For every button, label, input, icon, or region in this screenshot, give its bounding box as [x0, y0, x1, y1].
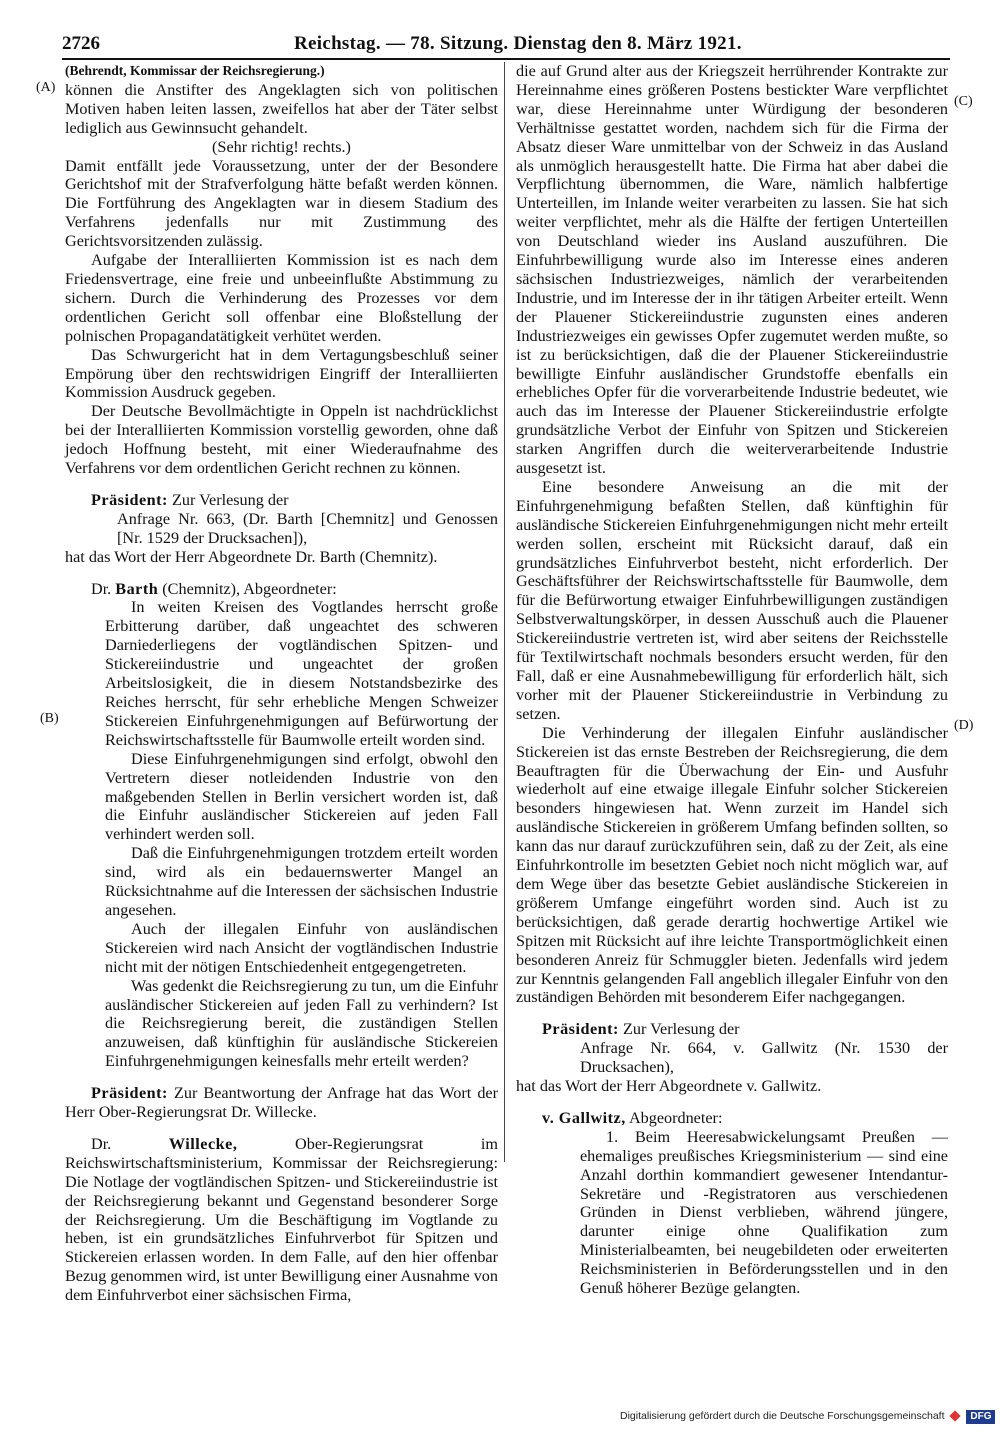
- interjection: (Sehr richtig! rechts.): [212, 137, 351, 156]
- page-header: [62, 33, 950, 59]
- paragraph: hat das Wort der Herr Abgeordnete v. Gallwitz.: [516, 1077, 822, 1096]
- speaker-name: Barth: [115, 579, 159, 598]
- paragraph: Diese Einfuhrgenehmigungen sind erfolgt, obwohl den Vertretern dieser notleidenden Industrie von den maßgebenden Stellen in Berlin versichert worden ist, daß die Einfuhr ausländischer Stickereien auf jeden Fall verhindert werden soll.: [105, 749, 498, 844]
- speaker-text: Zur Beantwortung der Anfrage hat das Wort der Herr Ober-Regierungsrat Dr. Willecke.: [65, 1084, 498, 1122]
- inquiry-reference: Anfrage Nr. 664, v. Gallwitz (Nr. 1530 der Drucksachen),: [580, 1039, 948, 1077]
- paragraph: hat das Wort der Herr Abgeordnete Dr. Barth (Chemnitz).: [65, 547, 438, 566]
- margin-mark-a: (A): [36, 80, 56, 95]
- president-intro: [516, 1020, 948, 1039]
- paragraph: Damit entfällt jede Voraussetzung, unter der der Besondere Gerichtshof mit der Strafverfolgung hätte befaßt werden können. Die Fortführung des Angeklagten war in diesem Stadium des Verfahrens jedenfalls nur mit Zustimmung des Gerichtsvorsitzenden zulässig.: [65, 156, 498, 251]
- speaker-title: Dr.: [91, 579, 112, 598]
- speaker-answer: [65, 1135, 498, 1305]
- speaker-text: Ober-Regierungsrat im Reichswirtschaftsministerium, Kommissar der Reichsregierung: Die Notlage der vogtländischen Spitzen- und Stickereiindustrie ist der Reichsregierung bekannt und Gegenstand besonderer Sorge der Reichsregierung. Um die Beschäftigung im Vogtlande zu heben, ist ein grundsätzliches Einfuhrverbot für Spitzen und Stickereien erlassen worden. In dem Falle, auf den hier offenbar Bezug genommen wird, ist unter Bewilligung einer Ausnahme von dem Einfuhrverbot einer sächsischen Firma,: [65, 1134, 499, 1305]
- speaker-role: Abgeordneter:: [628, 1108, 723, 1127]
- president-intro: [65, 491, 498, 510]
- digitization-credit: [620, 1410, 992, 1428]
- header-rule: [62, 58, 950, 60]
- paragraph: Eine besondere Anweisung an die mit der Einfuhrgenehmigung befaßten Stellen, daß künftighin für ausländische Stickereien Einfuhrgenehmigungen nicht mehr erteilt werden sollen, erscheint mit Rücksicht darauf, daß ein grundsätzliches Einfuhrverbot besteht, nicht erforderlich. Der Geschäftsführer der Reichswirtschaftsstelle für Baumwolle, dem für die Befürwortung etwaiger Einfuhrbewilligungen zuständigen Selbstverwaltungskörper, in dessen Ausschuß auch die Plauener Stickereiindustrie vertreten ist, wird aber seitens der Reichsstelle für Textilwirtschaft nochmals besonders ersucht werden, für den Fall, daß er eine Ausnahmebewilligung für erforderlich hält, sich vorher mit der Plauener Stickereiindustrie in Verbindung zu setzen.: [516, 477, 948, 723]
- credit-text: Digitalisierung gefördert durch die Deutsche Forschungsgemeinschaft: [620, 1410, 945, 1422]
- page-number: 2726: [62, 33, 100, 54]
- column-divider: [504, 62, 505, 1162]
- dfg-diamond-icon: [950, 1411, 961, 1422]
- speaker-name: Willecke,: [168, 1134, 238, 1153]
- paragraph: Was gedenkt die Reichsregierung zu tun, um die Einfuhr ausländischer Stickereien auf jeden Fall zu verhindern? Ist die Reichsregierung bereit, die zuständigen Stellen anzuweisen, daß künftighin für ausländische Stickereien Einfuhrgenehmigungen keinesfalls mehr erteilt werden?: [105, 976, 498, 1071]
- paragraph: Aufgabe der Interalliierten Kommission ist es nach dem Friedensvertrage, eine freie und unbeeinflußte Abstimmung zu sichern. Durch die Verhinderung des Prozesses vor dem ordentlichen Gericht soll offenbar eine Bloßstellung der polnischen Propagandatätigkeit verhütet werden.: [65, 251, 498, 345]
- inquiry-reference: Anfrage Nr. 663, (Dr. Barth [Chemnitz] und Genossen [Nr. 1529 der Drucksachen]),: [117, 509, 498, 547]
- margin-mark-c: (C): [954, 94, 973, 109]
- paragraph: Das Schwurgericht hat in dem Vertagungsbeschluß seiner Empörung über den rechtswidrigen Eingriff der Interalliierten Kommission Ausdruck gegeben.: [65, 345, 498, 402]
- dfg-logo: DFG: [966, 1410, 995, 1424]
- paragraph: Die Verhinderung der illegalen Einfuhr ausländischer Stickereien ist das ernste Bestreben der Reichsregierung, die dem Beauftragten für die Überwachung der Ein- und Ausfuhr wiederholt auf eine etwaige illegale Einfuhr solcher Stickereien besonders hingewiesen hat. Wenn zurzeit im Handel sich ausländische Stickereien in größerem Umfang befinden sollten, so kann das nur darauf zurückzuführen sein, daß zu der Zeit, als eine Einfuhrkontrolle im besetzten Gebiet noch nicht möglich war, auf dem Wege über das besetzte Gebiet ausländische Stickereien in größerem Umfange eingeführt worden sind. Auch ist zu berücksichtigen, daß gerade derartig hochwertige Artikel wie Spitzen mit Rücksicht auf ihre leichte Transportmöglichkeit einen besonderen Anreiz für Schmuggler bieten. Jedenfalls wird jedem zur Kenntnis gelangenden Fall angeblich illegaler Einfuhr von den zuständigen Behörden mit besonderem Eifer nachgegangen.: [516, 723, 948, 1007]
- speaker-name: Präsident:: [91, 490, 168, 509]
- speaker-line: [65, 580, 498, 599]
- inquiry-text: [580, 1128, 948, 1298]
- paragraph: 1. Beim Heeresabwickelungsamt Preußen — ehemaliges preußisches Kriegsministerium — sind eine Anzahl dorthin kommandiert gewesener Intendantur-Sekretäre und -Registratoren aus verschiedenen Gründen in Dienst verblieben, während jüngere, darunter einige ohne Qualifikation zum Ministerialbeamten, bei neugebildeten oder erweiterten Reichsministerien in Beförderungsstellen und in den Genuß höherer Bezüge gelangten.: [580, 1127, 948, 1298]
- speaker-title: Dr.: [91, 1134, 112, 1153]
- speaker-role: (Chemnitz), Abgeordneter:: [162, 579, 337, 598]
- left-column: [65, 62, 498, 1305]
- running-title: Reichstag. — 78. Sitzung. Dienstag den 8. März 1921.: [294, 33, 742, 54]
- speaker-text: Zur Verlesung der: [171, 490, 289, 509]
- speaker-name: v. Gallwitz,: [542, 1108, 626, 1127]
- paragraph: die auf Grund alter aus der Kriegszeit herrührender Kontrakte zur Hereinnahme eines größeren Postens bestickter Ware verpflichtet war, diese Hereinnahme unter Würdigung der besonderen Verhältnisse gestattet worden, nachdem sich für die Firma der Absatz dieser Ware unmittelbar von der Schweiz in das Ausland als unmöglich herausgestellt hatte. Die Firma hat aber dabei die Verpflichtung übernommen, die Ware, nämlich halbfertige Unterteillen, im Inlande weiter verarbeiten zu lassen. Sie hat sich weiter verpflichtet, mehr als die Hälfte der fertigen Unterteillen von Deutschland wieder ins Ausland auszuführen. Die Einfuhrbewilligung wurde also im Interesse eines anderen sächsischen Industriezweiges, nämlich der verarbeitenden Industrie, und im Interesse der in ihr tätigen Arbeiter erteilt. Wenn der Plauener Stickereiindustrie zugunsten eines anderen Industriezweiges ein gewisses Opfer zugemutet werden mußte, so ist zu berücksichtigen, daß die der Plauener Stickereiindustrie bewilligte Einfuhr ausländischer Grundstoffe ebenfalls ein erhebliches Opfer für die vorverarbeitende Industrie bedeutet, wie auch das im Interesse der Plauener Stickereiindustrie erfolgte grundsätzliche Verbot der Einfuhr von Spitzen und Stickereien starken Angriffen durch die weiterverarbeitende Industrie ausgesetzt ist.: [516, 62, 948, 478]
- president-intro: [65, 1084, 498, 1122]
- inquiry-text: [105, 598, 498, 1071]
- paragraph: können die Anstifter des Angeklagten sich von politischen Motiven haben leiten lassen, zweifellos hat aber der Täter selbst lediglich aus Gewinnsucht gehandelt.: [65, 80, 498, 137]
- paragraph: Der Deutsche Bevollmächtigte in Oppeln ist nachdrücklichst bei der Interalliierten Kommission vorstellig geworden, ohne daß jedoch Hoffnung besteht, mit einer Wiederaufnahme des Verfahrens vor dem ordentlichen Gericht rechnen zu können.: [65, 402, 498, 478]
- speaker-text: Zur Verlesung der: [622, 1020, 740, 1039]
- speaker-name: Präsident:: [91, 1084, 168, 1103]
- paragraph: In weiten Kreisen des Vogtlandes herrscht große Erbitterung darüber, daß ungeachtet des schweren Darniederliegens der vogtländischen Spitzen- und Stickereiindustrie und ungeachtet der großen Arbeitslosigkeit, die in diesem Notstandsbezirke des Reiches herrscht, für sehr erhebliche Mengen Schweizer Stickereien Einfuhrgenehmigungen auf Befürwortung der Reichswirtschaftsstelle für Baumwolle erteilt worden sind.: [105, 598, 498, 749]
- paragraph: Auch der illegalen Einfuhr von ausländischen Stickereien wird nach Ansicht der vogtländischen Industrie nicht mit der nötigen Entschiedenheit entgegengetreten.: [105, 919, 498, 976]
- right-column: [516, 62, 948, 1298]
- speaker-name: Präsident:: [542, 1020, 619, 1039]
- paragraph: Daß die Einfuhrgenehmigungen trotzdem erteilt worden sind, wird als ein bedauernswerter Mangel an Rücksichtnahme auf die Interessen der sächsischen Industrie angesehen.: [105, 844, 498, 919]
- margin-mark-b: (B): [40, 711, 59, 726]
- speaker-line: [516, 1109, 948, 1128]
- speaker-continuation: (Behrendt, Kommissar der Reichsregierung.): [65, 63, 325, 78]
- margin-mark-d: (D): [954, 718, 974, 733]
